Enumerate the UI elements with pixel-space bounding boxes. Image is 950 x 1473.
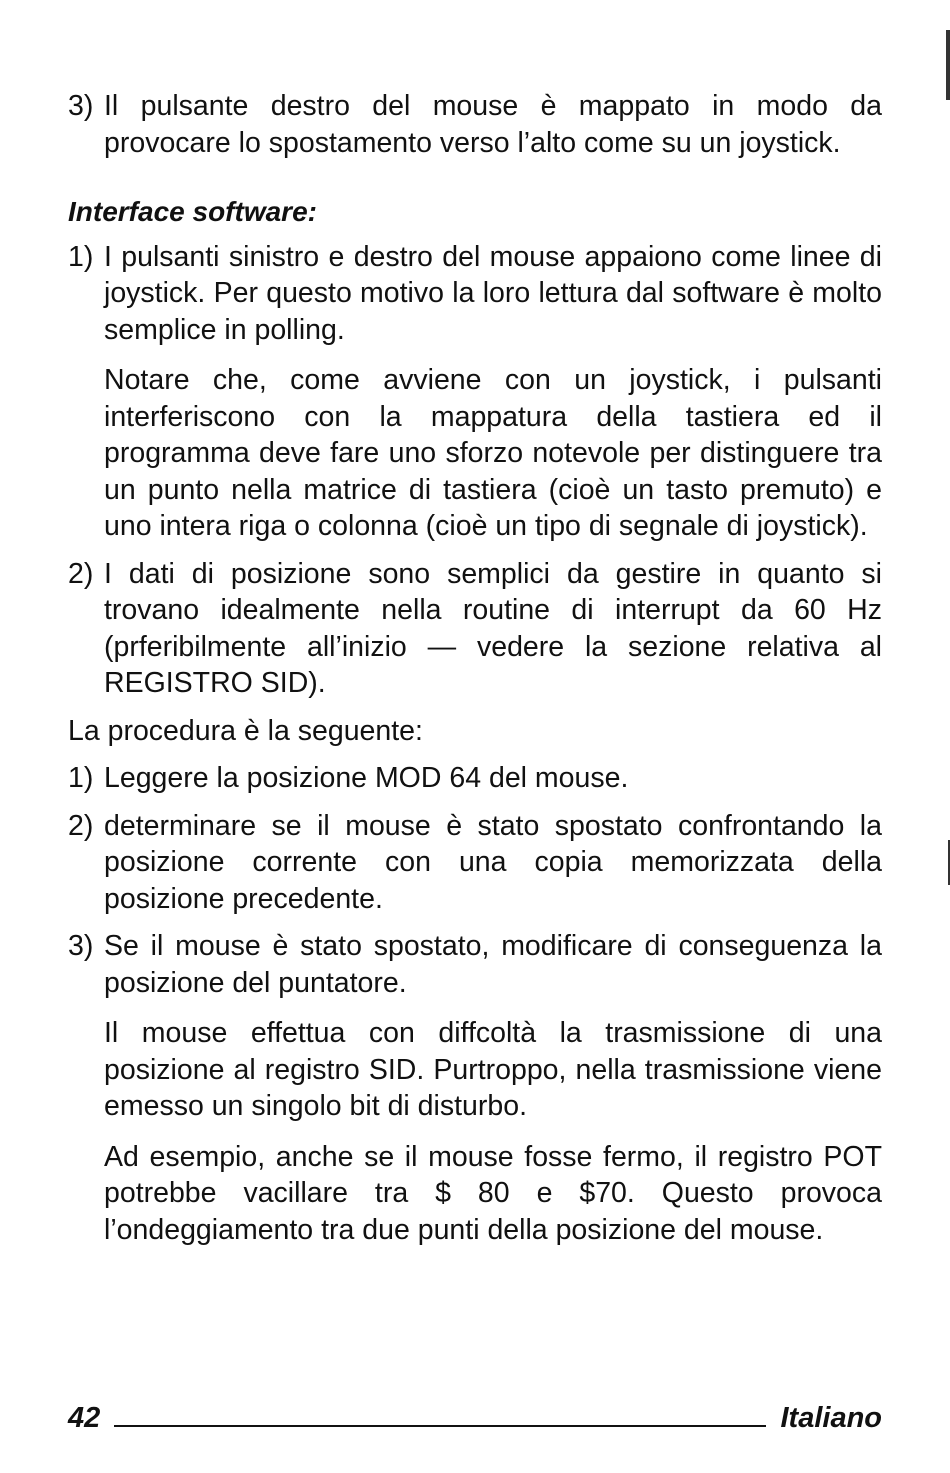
item-number: 3): [68, 90, 94, 122]
note-paragraph: Il mouse effettua con diffcoltà la trasmissione di una posizione al registro SID. Purtroppo, nella trasmissione viene emesso un singolo bit di disturbo.: [104, 1017, 882, 1122]
item-text: I pulsanti sinistro e destro del mouse appaiono come linee di joystick. Per questo motivo la loro lettura dal software è molto semplice in polling.: [104, 240, 882, 346]
item-text: I dati di posizione sono semplici da gestire in quanto si trovano idealmente nella routine di interrupt da 60 Hz (prferibilmente all’inizio — vedere la sezione relativa al REGISTRO SID).: [104, 557, 882, 699]
scan-edge-mark: [946, 30, 950, 100]
section-heading: Interface software:: [68, 196, 317, 227]
footer-language: Italiano: [780, 1402, 882, 1434]
item-number: 2): [68, 809, 94, 842]
item-number: 2): [68, 557, 94, 590]
page-content: [68, 88, 882, 1248]
list-item: [68, 556, 882, 702]
item-number: 3): [68, 930, 94, 962]
item-number: 1): [68, 240, 94, 273]
item-text: Se il mouse è stato spostato, modificare di conseguenza la posizione del puntatore.: [104, 930, 882, 999]
item-text: determinare se il mouse è stato spostato confrontando la posizione corrente con una copia memorizzata della posizione precedente.: [104, 809, 882, 915]
list-item: [68, 808, 882, 918]
list-item: [68, 760, 882, 797]
item-text: Il pulsante destro del mouse è mappato in modo da provocare lo spostamento verso l’alto come su un joystick.: [104, 90, 882, 159]
item-text: Leggere la posizione MOD 64 del mouse.: [104, 762, 629, 794]
list-item: [68, 88, 882, 161]
list-item: [68, 239, 882, 349]
page-number: 42: [68, 1402, 101, 1434]
footer-rule: [114, 1425, 766, 1427]
note-paragraph: Notare che, come avviene con un joystick, i pulsanti interferiscono con la mappatura della tastiera ed il programma deve fare uno sforzo notevole per distinguere tra un punto nella matrice di tastiera (cioè un tasto premuto) e uno intera riga o colonna (cioè un tipo di segnale di joystick).: [104, 364, 882, 542]
page-footer: [68, 1395, 882, 1435]
note-paragraph: Ad esempio, anche se il mouse fosse fermo, il registro POT potrebbe vacillare tra $ 80 e $70. Questo provoca l’ondeggiamento tra due punti della posizione del mouse.: [104, 1140, 882, 1246]
item-number: 1): [68, 762, 94, 794]
list-item: [68, 928, 882, 1001]
procedure-intro: La procedura è la seguente:: [68, 714, 423, 747]
